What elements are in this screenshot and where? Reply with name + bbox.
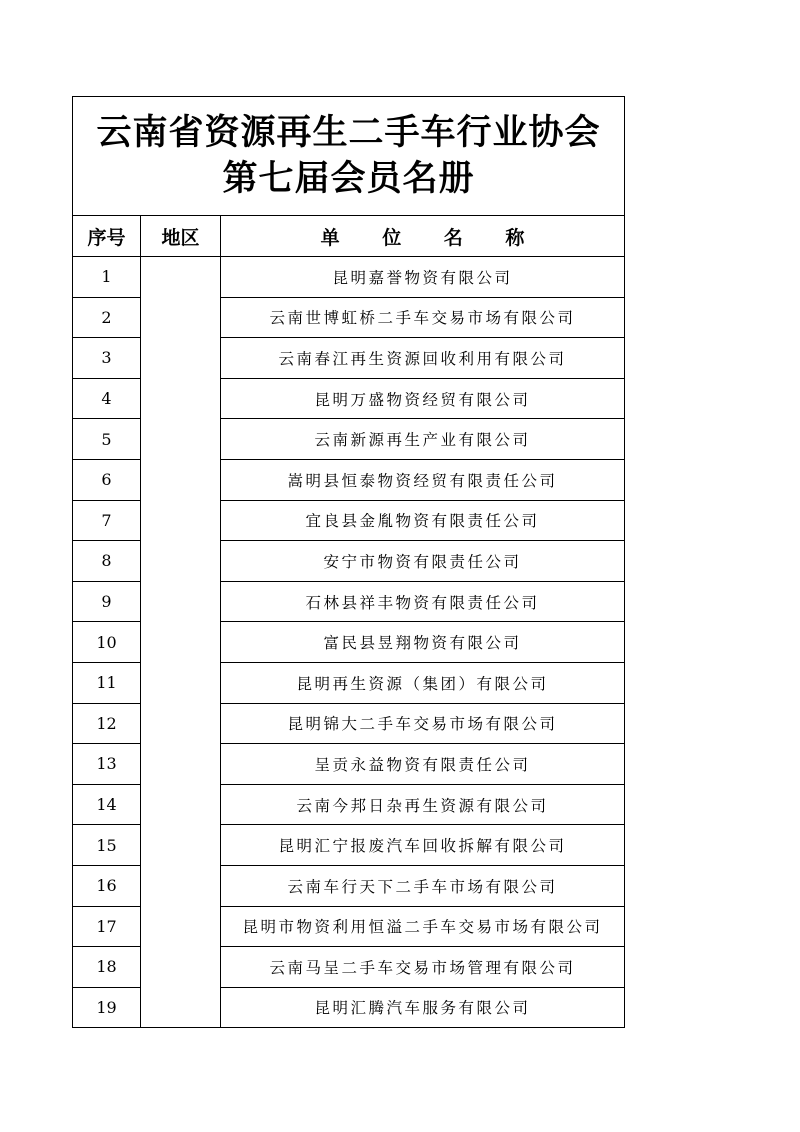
region-cell bbox=[141, 257, 221, 1028]
row-number: 15 bbox=[73, 825, 141, 866]
row-number: 13 bbox=[73, 744, 141, 785]
row-number: 2 bbox=[73, 297, 141, 338]
row-number: 4 bbox=[73, 378, 141, 419]
company-name: 宜良县金胤物资有限责任公司 bbox=[221, 500, 625, 541]
company-name: 云南马呈二手车交易市场管理有限公司 bbox=[221, 947, 625, 988]
company-name: 云南车行天下二手车市场有限公司 bbox=[221, 865, 625, 906]
company-name: 昆明再生资源（集团）有限公司 bbox=[221, 662, 625, 703]
row-number: 17 bbox=[73, 906, 141, 947]
header-name: 单 位 名 称 bbox=[221, 216, 625, 257]
company-name: 云南世博虹桥二手车交易市场有限公司 bbox=[221, 297, 625, 338]
row-number: 3 bbox=[73, 338, 141, 379]
row-number: 9 bbox=[73, 581, 141, 622]
row-number: 5 bbox=[73, 419, 141, 460]
table-row bbox=[73, 257, 625, 298]
company-name: 富民县昱翔物资有限公司 bbox=[221, 622, 625, 663]
row-number: 11 bbox=[73, 662, 141, 703]
company-name: 云南新源再生产业有限公司 bbox=[221, 419, 625, 460]
title-line-2: 第七届会员名册 bbox=[222, 159, 475, 199]
member-roster-document bbox=[72, 96, 624, 1028]
company-name: 安宁市物资有限责任公司 bbox=[221, 541, 625, 582]
row-number: 10 bbox=[73, 622, 141, 663]
row-number: 19 bbox=[73, 987, 141, 1028]
document-title bbox=[73, 97, 625, 216]
company-name: 昆明市物资利用恒溢二手车交易市场有限公司 bbox=[221, 906, 625, 947]
company-name: 昆明汇宁报废汽车回收拆解有限公司 bbox=[221, 825, 625, 866]
company-name: 昆明万盛物资经贸有限公司 bbox=[221, 378, 625, 419]
header-region: 地区 bbox=[141, 216, 221, 257]
row-number: 12 bbox=[73, 703, 141, 744]
row-number: 8 bbox=[73, 541, 141, 582]
company-name: 昆明汇腾汽车服务有限公司 bbox=[221, 987, 625, 1028]
row-number: 1 bbox=[73, 257, 141, 298]
row-number: 6 bbox=[73, 459, 141, 500]
row-number: 16 bbox=[73, 865, 141, 906]
header-no: 序号 bbox=[73, 216, 141, 257]
company-name: 昆明嘉誉物资有限公司 bbox=[221, 257, 625, 298]
row-number: 18 bbox=[73, 947, 141, 988]
row-number: 7 bbox=[73, 500, 141, 541]
company-name: 云南今邦日杂再生资源有限公司 bbox=[221, 784, 625, 825]
company-name: 呈贡永益物资有限责任公司 bbox=[221, 744, 625, 785]
company-name: 云南春江再生资源回收利用有限公司 bbox=[221, 338, 625, 379]
row-number: 14 bbox=[73, 784, 141, 825]
company-name: 昆明锦大二手车交易市场有限公司 bbox=[221, 703, 625, 744]
title-line-1: 云南省资源再生二手车行业协会 bbox=[96, 113, 601, 153]
company-name: 嵩明县恒泰物资经贸有限责任公司 bbox=[221, 459, 625, 500]
header-row bbox=[73, 216, 625, 257]
member-rows bbox=[73, 257, 625, 1028]
member-table bbox=[72, 96, 625, 1028]
company-name: 石林县祥丰物资有限责任公司 bbox=[221, 581, 625, 622]
